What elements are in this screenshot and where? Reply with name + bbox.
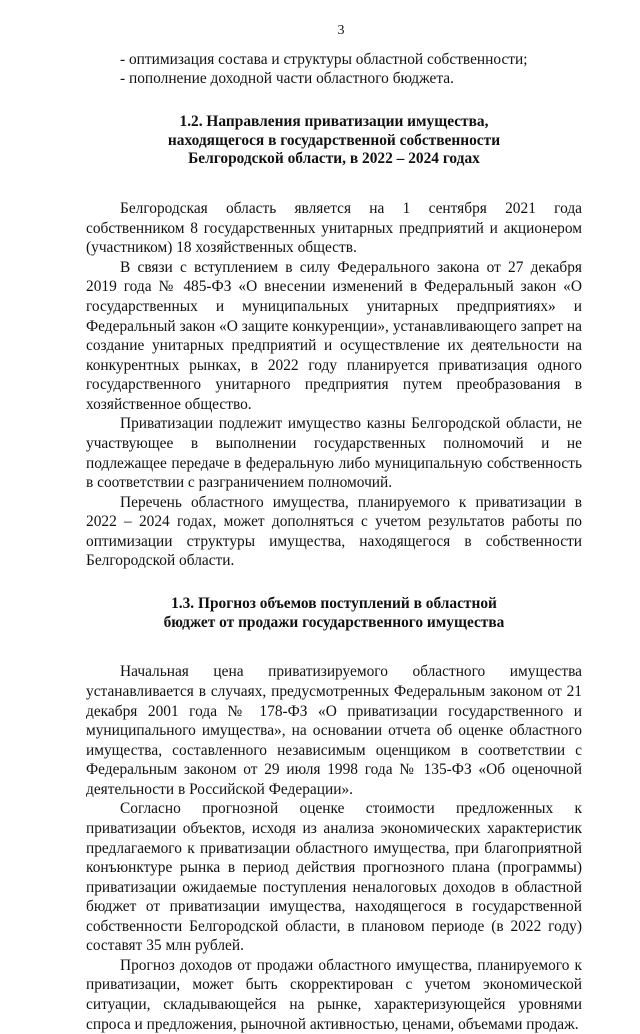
heading-line: бюджет от продажи государственного имущества — [163, 613, 505, 631]
document-page — [86, 22, 582, 1034]
list-item: - оптимизация состава и структуры областной собственности; — [120, 50, 528, 68]
section-heading-1-3 — [86, 595, 582, 633]
section-1-2-body — [86, 199, 582, 571]
paragraph: Белгородская область является на 1 сентября 2021 года собственником 8 государственных унитарных предприятий и акционером (участником) 18 хозяйственных обществ. — [86, 200, 582, 257]
list-item: - пополнение доходной части областного бюджета. — [120, 70, 454, 88]
section-1-3-body — [86, 662, 582, 1034]
section-heading-1-2 — [86, 113, 582, 169]
heading-line: 1.3. Прогноз объемов поступлений в областной — [171, 594, 497, 612]
page-number: 3 — [337, 23, 345, 38]
paragraph: Прогноз доходов от продажи областного имущества, планируемого к приватизации, может быть скорректирован с учетом экономической ситуации, складывающейся на рынке, характеризующейся уровнями спроса и предложения, рыночной активностью, ценами, объемами продаж. — [86, 956, 582, 1033]
paragraph: В связи с вступлением в силу Федерального закона от 27 декабря 2019 года № 485-ФЗ «О внесении изменений в Федеральный закон «О государственных и муниципальных унитарных предприятиях» и Федеральный закон «О защите конкуренции», устанавливающего запрет на создание унитарных предприятий и осуществление их деятельности на конкурентных рынках, в 2022 году планируется приватизация одного государственного унитарного предприятия путем преобразования в хозяйственное общество. — [86, 258, 582, 413]
heading-line: Белгородской области, в 2022 – 2024 годах — [188, 150, 480, 168]
paragraph: Перечень областного имущества, планируемого к приватизации в 2022 – 2024 годах, может дополняться с учетом результатов работы по оптимизации структуры имущества, находящегося в собственности Белгородской области. — [86, 493, 582, 570]
paragraph: Начальная цена приватизируемого областного имущества устанавливается в случаях, предусмотренных Федеральным законом от 21 декабря 2001 года № 178-ФЗ «О приватизации государственного и муниципального имущества», на основании отчета об оценке областного имущества, составленного независимым оценщиком в соответствии с Федеральным законом от 29 июля 1998 года № 135-ФЗ «Об оценочной деятельности в Российской Федерации». — [86, 663, 582, 798]
goals-list — [86, 50, 582, 89]
heading-line: находящегося в государственной собственности — [167, 131, 501, 149]
paragraph: Приватизации подлежит имущество казны Белгородской области, не участвующее в выполнении государственных полномочий и не подлежащее передаче в федеральную либо муниципальную собственность в соответствии с разграничением полномочий. — [86, 415, 582, 492]
heading-line: 1.2. Направления приватизации имущества, — [179, 112, 489, 130]
paragraph: Согласно прогнозной оценке стоимости предложенных к приватизации объектов, исходя из анализа экономических характеристик предлагаемого к приватизации областного имущества, при благоприятной конъюнктуре рынка в период действия прогнозного плана (программы) приватизации ожидаемые поступления неналоговых доходов в областной бюджет от приватизации имущества, находящегося в государственной собственности Белгородской области, в плановом периоде (в 2022 году) составят 35 млн рублей. — [86, 800, 582, 955]
